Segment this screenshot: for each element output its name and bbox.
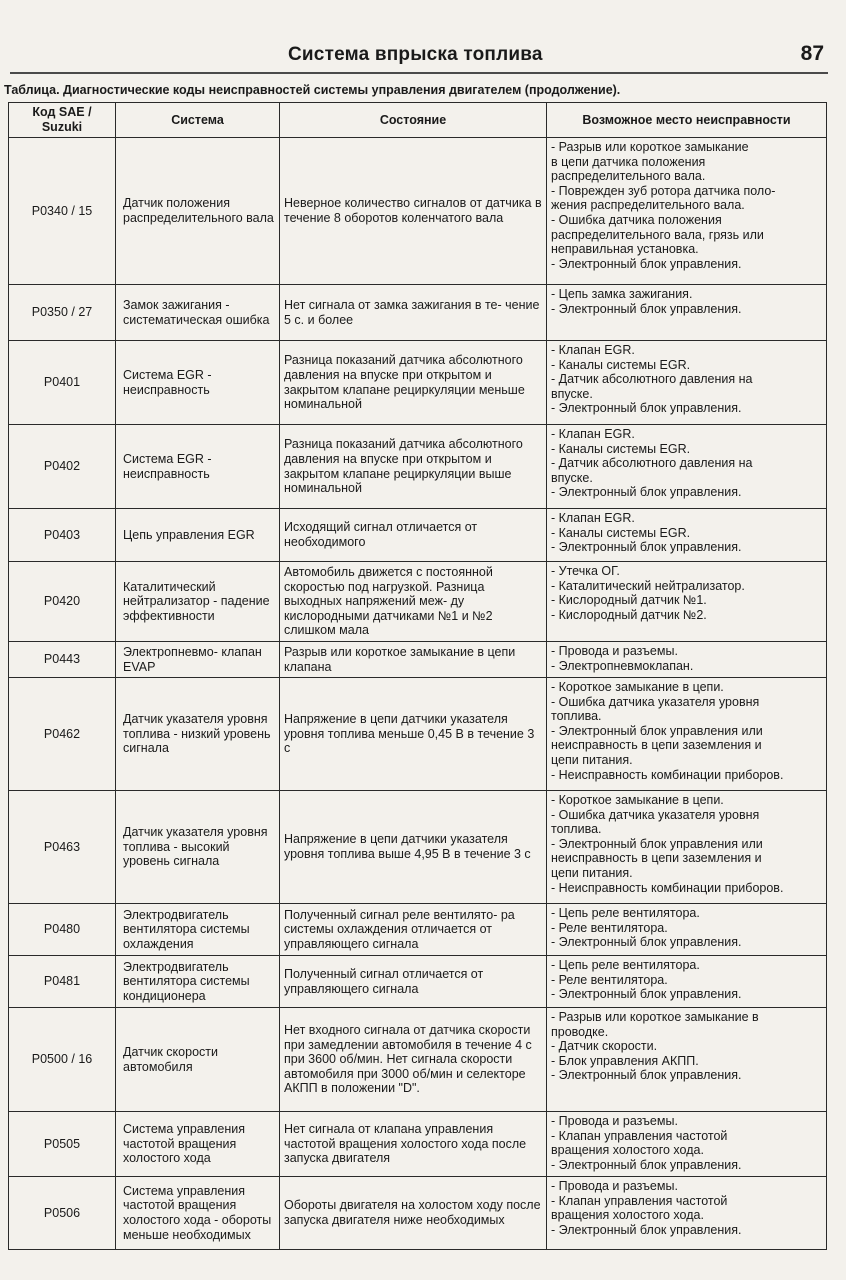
condition-cell: Нет входного сигнала от датчика скорости при замедлении автомобиля в течение 4 с при 3600 об/мин. Нет сигнала скорости автомобиля при 3000 об/мин и селекторе АКПП в положении "D". xyxy=(280,1008,547,1112)
condition-cell: Напряжение в цепи датчики указателя уровня топлива выше 4,95 В в течение 3 с xyxy=(280,791,547,904)
fault-location-cell xyxy=(547,562,827,642)
fault-location-line: неисправность в цепи заземления и xyxy=(551,738,762,753)
condition-cell: Исходящий сигнал отличается от необходимого xyxy=(280,509,547,562)
dtc-table xyxy=(8,102,827,1250)
fault-location-line: неисправность в цепи заземления и xyxy=(551,851,762,866)
fault-location-line: - Каналы системы EGR. xyxy=(551,357,691,372)
fault-location-line: в цепи датчика положения xyxy=(551,154,706,169)
table-row xyxy=(9,1177,827,1250)
fault-location-line: - Блок управления АКПП. xyxy=(551,1053,699,1068)
system-cell: Датчик положения распределительного вала xyxy=(116,138,280,285)
fault-location-line: - Электронный блок управления. xyxy=(551,401,742,416)
fault-location-line: - Электронный блок управления. xyxy=(551,987,742,1002)
fault-location-line: - Поврежден зуб ротора датчика поло- xyxy=(551,183,776,198)
condition-cell: Автомобиль движется с постоянной скоростью под нагрузкой. Разница выходных напряжений меж- ду кислородными датчиками №1 и №2 слишком мала xyxy=(280,562,547,642)
fault-location-line: - Цепь реле вентилятора. xyxy=(551,906,700,920)
fault-location-cell xyxy=(547,509,827,562)
column-header-condition: Состояние xyxy=(280,103,547,138)
fault-location-line: - Провода и разъемы. xyxy=(551,1179,678,1193)
dtc-code-cell: P0463 xyxy=(9,791,116,904)
fault-location-line: цепи питания. xyxy=(551,865,633,880)
dtc-code-cell: P0443 xyxy=(9,642,116,678)
fault-location-line: - Ошибка датчика положения xyxy=(551,212,722,227)
dtc-code-cell: P0402 xyxy=(9,425,116,509)
fault-location-cell xyxy=(547,425,827,509)
fault-location-line: вращения холостого хода. xyxy=(551,1208,704,1223)
table-row xyxy=(9,791,827,904)
system-cell: Датчик указателя уровня топлива - низкий уровень сигнала xyxy=(116,678,280,791)
fault-location-line: распределительного вала. xyxy=(551,169,706,184)
fault-location-cell xyxy=(547,1177,827,1250)
fault-location-line: топлива. xyxy=(551,822,602,837)
fault-location-line: - Клапан EGR. xyxy=(551,511,635,525)
table-caption: Таблица. Диагностические коды неисправностей системы управления двигателем (продолжение). xyxy=(4,83,621,97)
table-row xyxy=(9,1008,827,1112)
fault-location-cell xyxy=(547,904,827,956)
fault-location-line: - Реле вентилятора. xyxy=(551,972,668,987)
condition-cell: Полученный сигнал отличается от управляющего сигнала xyxy=(280,956,547,1008)
fault-location-line: - Клапан управления частотой xyxy=(551,1193,728,1208)
fault-location-cell xyxy=(547,678,827,791)
system-cell: Система EGR - неисправность xyxy=(116,341,280,425)
fault-location-line: - Каталитический нейтрализатор. xyxy=(551,578,745,593)
dtc-code-cell: P0403 xyxy=(9,509,116,562)
table-row xyxy=(9,509,827,562)
fault-location-line: распределительного вала, грязь или xyxy=(551,227,764,242)
chapter-title: Система впрыска топлива xyxy=(288,44,543,65)
system-cell: Система EGR - неисправность xyxy=(116,425,280,509)
fault-location-line: - Ошибка датчика указателя уровня xyxy=(551,807,760,822)
fault-location-line: - Неисправность комбинации приборов. xyxy=(551,767,784,782)
dtc-code-cell: P0420 xyxy=(9,562,116,642)
fault-location-line: - Электронный блок управления или xyxy=(551,836,763,851)
system-cell: Датчик скорости автомобиля xyxy=(116,1008,280,1112)
page-number: 87 xyxy=(800,42,824,65)
fault-location-line: - Датчик абсолютного давления на xyxy=(551,372,753,387)
table-header-row xyxy=(9,103,827,138)
fault-location-line: - Кислородный датчик №1. xyxy=(551,593,707,608)
system-cell: Электродвигатель вентилятора системы кондиционера xyxy=(116,956,280,1008)
fault-location-line: - Электропневмоклапан. xyxy=(551,658,694,673)
fault-location-line: - Реле вентилятора. xyxy=(551,920,668,935)
fault-location-cell xyxy=(547,341,827,425)
fault-location-line: - Разрыв или короткое замыкание xyxy=(551,140,749,154)
system-cell: Замок зажигания - систематическая ошибка xyxy=(116,285,280,341)
fault-location-line: - Электронный блок управления. xyxy=(551,485,742,500)
dtc-code-cell: P0340 / 15 xyxy=(9,138,116,285)
system-cell: Каталитический нейтрализатор - падение эффективности xyxy=(116,562,280,642)
fault-location-line: - Короткое замыкание в цепи. xyxy=(551,680,724,694)
condition-cell: Нет сигнала от клапана управления частотой вращения холостого хода после запуска двигателя xyxy=(280,1112,547,1177)
fault-location-line: вращения холостого хода. xyxy=(551,1143,704,1158)
fault-location-line: - Цепь замка зажигания. xyxy=(551,287,693,301)
fault-location-cell xyxy=(547,791,827,904)
fault-location-line: - Электронный блок управления. xyxy=(551,301,742,316)
fault-location-line: - Клапан EGR. xyxy=(551,427,635,441)
fault-location-line: - Электронный блок управления. xyxy=(551,1222,742,1237)
fault-location-cell xyxy=(547,1112,827,1177)
table-row xyxy=(9,678,827,791)
fault-location-line: - Короткое замыкание в цепи. xyxy=(551,793,724,807)
fault-location-line: - Электронный блок управления или xyxy=(551,723,763,738)
fault-location-line: - Электронный блок управления. xyxy=(551,935,742,950)
fault-location-line: жения распределительного вала. xyxy=(551,198,745,213)
fault-location-line: - Утечка ОГ. xyxy=(551,564,620,578)
fault-location-line: - Электронный блок управления. xyxy=(551,540,742,555)
dtc-code-cell: P0481 xyxy=(9,956,116,1008)
table-row xyxy=(9,341,827,425)
system-cell: Электропневмо- клапан EVAP xyxy=(116,642,280,678)
system-cell: Электродвигатель вентилятора системы охлаждения xyxy=(116,904,280,956)
fault-location-line: цепи питания. xyxy=(551,752,633,767)
fault-location-line: топлива. xyxy=(551,709,602,724)
fault-location-line: - Провода и разъемы. xyxy=(551,644,678,658)
table-row xyxy=(9,425,827,509)
fault-location-line: - Электронный блок управления. xyxy=(551,1068,742,1083)
condition-cell: Полученный сигнал реле вентилято- ра системы охлаждения отличается от управляющего сигнала xyxy=(280,904,547,956)
column-header-code: Код SAE / Suzuki xyxy=(9,103,116,138)
fault-location-line: - Клапан управления частотой xyxy=(551,1128,728,1143)
table-row xyxy=(9,285,827,341)
dtc-code-cell: P0401 xyxy=(9,341,116,425)
system-cell: Датчик указателя уровня топлива - высокий уровень сигнала xyxy=(116,791,280,904)
fault-location-line: проводке. xyxy=(551,1024,609,1039)
dtc-code-cell: P0480 xyxy=(9,904,116,956)
system-cell: Система управления частотой вращения холостого хода - обороты меньше необходимых xyxy=(116,1177,280,1250)
system-cell: Цепь управления EGR xyxy=(116,509,280,562)
dtc-code-cell: P0350 / 27 xyxy=(9,285,116,341)
table-row xyxy=(9,904,827,956)
table-row xyxy=(9,956,827,1008)
fault-location-line: - Датчик скорости. xyxy=(551,1039,658,1054)
fault-location-line: неправильная установка. xyxy=(551,242,699,257)
system-cell: Система управления частотой вращения холостого хода xyxy=(116,1112,280,1177)
fault-location-line: - Провода и разъемы. xyxy=(551,1114,678,1128)
dtc-code-cell: P0505 xyxy=(9,1112,116,1177)
dtc-code-cell: P0506 xyxy=(9,1177,116,1250)
column-header-system: Система xyxy=(116,103,280,138)
condition-cell: Разница показаний датчика абсолютного давления на впуске при открытом и закрытом клапане рециркуляции меньше номинальной xyxy=(280,341,547,425)
fault-location-line: впуске. xyxy=(551,470,593,485)
condition-cell: Напряжение в цепи датчики указателя уровня топлива меньше 0,45 В в течение 3 с xyxy=(280,678,547,791)
condition-cell: Обороты двигателя на холостом ходу после запуска двигателя ниже необходимых xyxy=(280,1177,547,1250)
fault-location-line: - Каналы системы EGR. xyxy=(551,525,691,540)
fault-location-line: - Ошибка датчика указателя уровня xyxy=(551,694,760,709)
fault-location-line: - Электронный блок управления. xyxy=(551,256,742,271)
table-row xyxy=(9,1112,827,1177)
condition-cell: Разрыв или короткое замыкание в цепи клапана xyxy=(280,642,547,678)
page-header xyxy=(10,40,828,74)
fault-location-line: - Неисправность комбинации приборов. xyxy=(551,880,784,895)
dtc-code-cell: P0462 xyxy=(9,678,116,791)
table-row xyxy=(9,562,827,642)
fault-location-cell xyxy=(547,956,827,1008)
fault-location-line: - Каналы системы EGR. xyxy=(551,441,691,456)
fault-location-line: - Цепь реле вентилятора. xyxy=(551,958,700,972)
condition-cell: Неверное количество сигналов от датчика в течение 8 оборотов коленчатого вала xyxy=(280,138,547,285)
fault-location-cell xyxy=(547,642,827,678)
fault-location-cell xyxy=(547,285,827,341)
condition-cell: Нет сигнала от замка зажигания в те- чение 5 с. и более xyxy=(280,285,547,341)
fault-location-line: впуске. xyxy=(551,386,593,401)
fault-location-line: - Электронный блок управления. xyxy=(551,1157,742,1172)
fault-location-cell xyxy=(547,138,827,285)
fault-location-line: - Клапан EGR. xyxy=(551,343,635,357)
fault-location-line: - Кислородный датчик №2. xyxy=(551,607,707,622)
table-row xyxy=(9,642,827,678)
fault-location-cell xyxy=(547,1008,827,1112)
dtc-code-cell: P0500 / 16 xyxy=(9,1008,116,1112)
column-header-place: Возможное место неисправности xyxy=(547,103,827,138)
table-row xyxy=(9,138,827,285)
condition-cell: Разница показаний датчика абсолютного давления на впуске при открытом и закрытом клапане рециркуляции выше номинальной xyxy=(280,425,547,509)
fault-location-line: - Датчик абсолютного давления на xyxy=(551,456,753,471)
fault-location-line: - Разрыв или короткое замыкание в xyxy=(551,1010,759,1024)
